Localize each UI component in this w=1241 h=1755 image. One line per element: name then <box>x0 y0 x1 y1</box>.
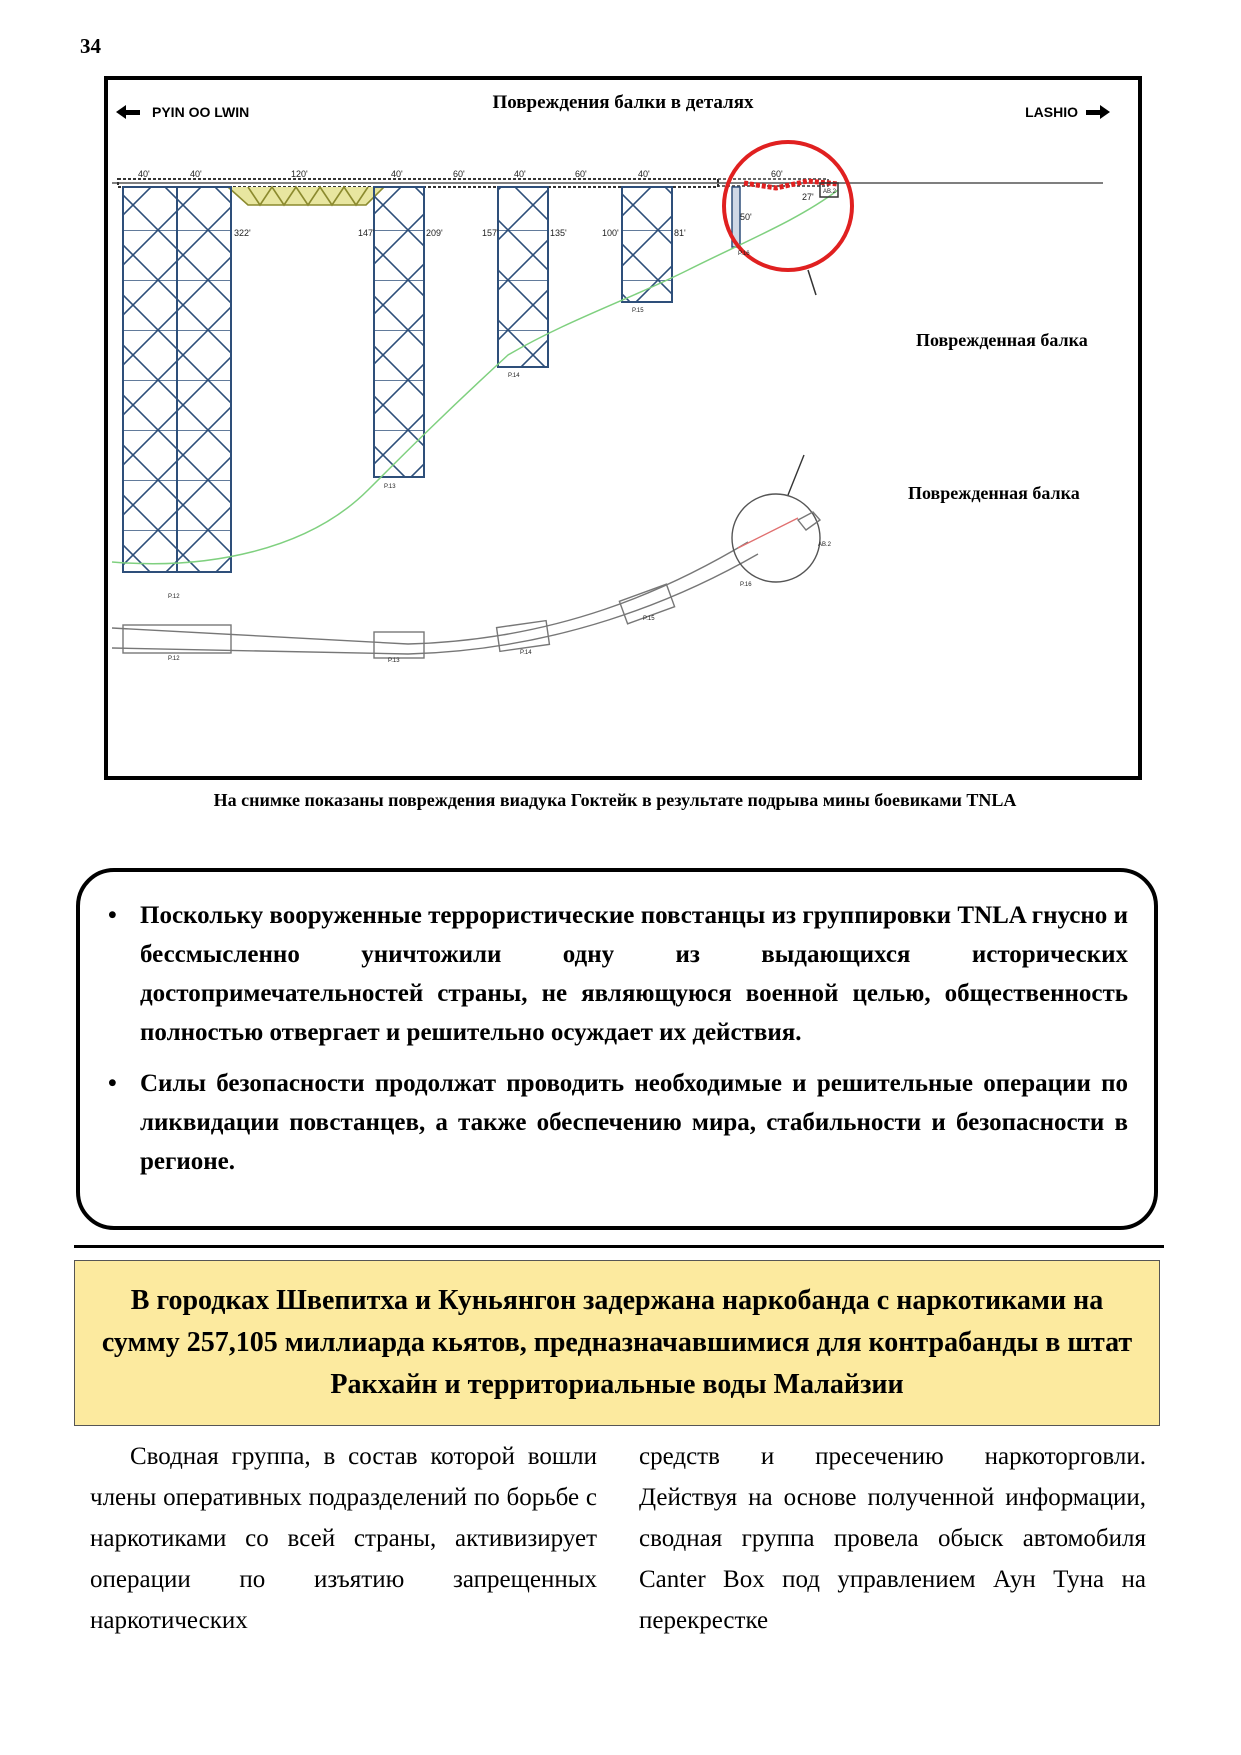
bullet-box <box>76 868 1158 1230</box>
svg-text:P.16: P.16 <box>740 582 752 588</box>
svg-text:135': 135' <box>550 228 567 238</box>
svg-text:50': 50' <box>740 212 752 222</box>
pier-p15 <box>622 187 672 302</box>
svg-text:27': 27' <box>802 192 814 202</box>
bullet-item: • Поскольку вооруженные террористические повстанцы из группировки TNLA гнусно и бессмысленно уничтожили одну из выдающихся исторических достопримечательностей страны, не являющуюся военной целью, общественность полностью отвергает и решительно осуждает их действия. <box>140 896 1128 1052</box>
svg-text:40': 40' <box>138 169 150 179</box>
figure-caption: На снимке показаны повреждения виадука Гоктейк в результате подрыва мины боевиками TNLA <box>213 790 1017 810</box>
svg-text:P.15: P.15 <box>632 308 644 314</box>
svg-text:P.15: P.15 <box>643 616 655 622</box>
truss-span <box>228 187 384 205</box>
viaduct-diagram <box>104 76 1142 780</box>
pier-p14 <box>498 187 548 367</box>
svg-text:P.13: P.13 <box>388 658 400 664</box>
svg-text:209': 209' <box>426 228 443 238</box>
svg-text:322': 322' <box>234 228 251 238</box>
svg-text:40': 40' <box>190 169 202 179</box>
svg-text:40': 40' <box>638 169 650 179</box>
bullet-list <box>80 872 1154 1181</box>
svg-text:157': 157' <box>482 228 499 238</box>
svg-text:P.12: P.12 <box>168 594 180 600</box>
svg-text:40': 40' <box>391 169 403 179</box>
svg-text:40': 40' <box>514 169 526 179</box>
svg-text:P.12: P.12 <box>168 656 180 662</box>
article-column-left: Сводная группа, в состав которой вошли члены оперативных подразделений по борьбе с наркотиками со всей страны, активизирует операции по изъятию запрещенных наркотических <box>90 1443 597 1634</box>
direction-right-text: LASHIO <box>1025 104 1078 120</box>
figure-title: Повреждения балки в деталях <box>492 92 754 113</box>
viaduct-drawing <box>108 80 1138 776</box>
svg-text:AB.2: AB.2 <box>818 542 832 548</box>
page-number: 34 <box>80 34 101 58</box>
pier-p13 <box>374 187 424 477</box>
damaged-beam <box>744 181 838 188</box>
svg-text:81': 81' <box>674 228 686 238</box>
svg-text:120': 120' <box>291 169 308 179</box>
article-body <box>90 1436 1146 1641</box>
direction-left-label <box>116 104 249 120</box>
svg-text:60': 60' <box>575 169 587 179</box>
arrow-left-icon <box>116 105 126 119</box>
svg-text:P.14: P.14 <box>508 373 520 379</box>
svg-text:60': 60' <box>771 169 783 179</box>
bullet-item: • Силы безопасности продолжат проводить необходимые и решительные операции по ликвидации повстанцев, а также обеспечению мира, стабильности и безопасности в регионе. <box>140 1064 1128 1181</box>
svg-text:AB.2: AB.2 <box>823 189 837 195</box>
damaged-beam-callout-plan: Поврежденная балка <box>908 483 1080 503</box>
svg-text:P.16: P.16 <box>738 251 750 257</box>
direction-right-label <box>1025 104 1110 120</box>
headline-box <box>74 1260 1160 1426</box>
section-divider <box>74 1245 1164 1248</box>
article-column-right: средств и пресечению наркоторговли. Действуя на основе полученной информации, сводная группа провела обыск автомобиля Canter Box под управлением Аун Туна на перекрестке <box>639 1443 1146 1634</box>
svg-text:P.13: P.13 <box>384 484 396 490</box>
svg-text:P.14: P.14 <box>520 650 532 656</box>
direction-left-text: PYIN OO LWIN <box>152 104 250 120</box>
svg-text:100': 100' <box>602 228 619 238</box>
headline: В городках Швепитха и Куньянгон задержана наркобанда с наркотиками на сумму 257,105 миллиарда кьятов, предназначавшимися для контрабанды в штат Ракхайн и территориальные воды Малайзии <box>101 1285 1133 1400</box>
damaged-beam-callout: Поврежденная балка <box>916 330 1088 350</box>
svg-text:60': 60' <box>453 169 465 179</box>
svg-text:147': 147' <box>358 228 375 238</box>
arrow-right-icon <box>1100 105 1110 119</box>
